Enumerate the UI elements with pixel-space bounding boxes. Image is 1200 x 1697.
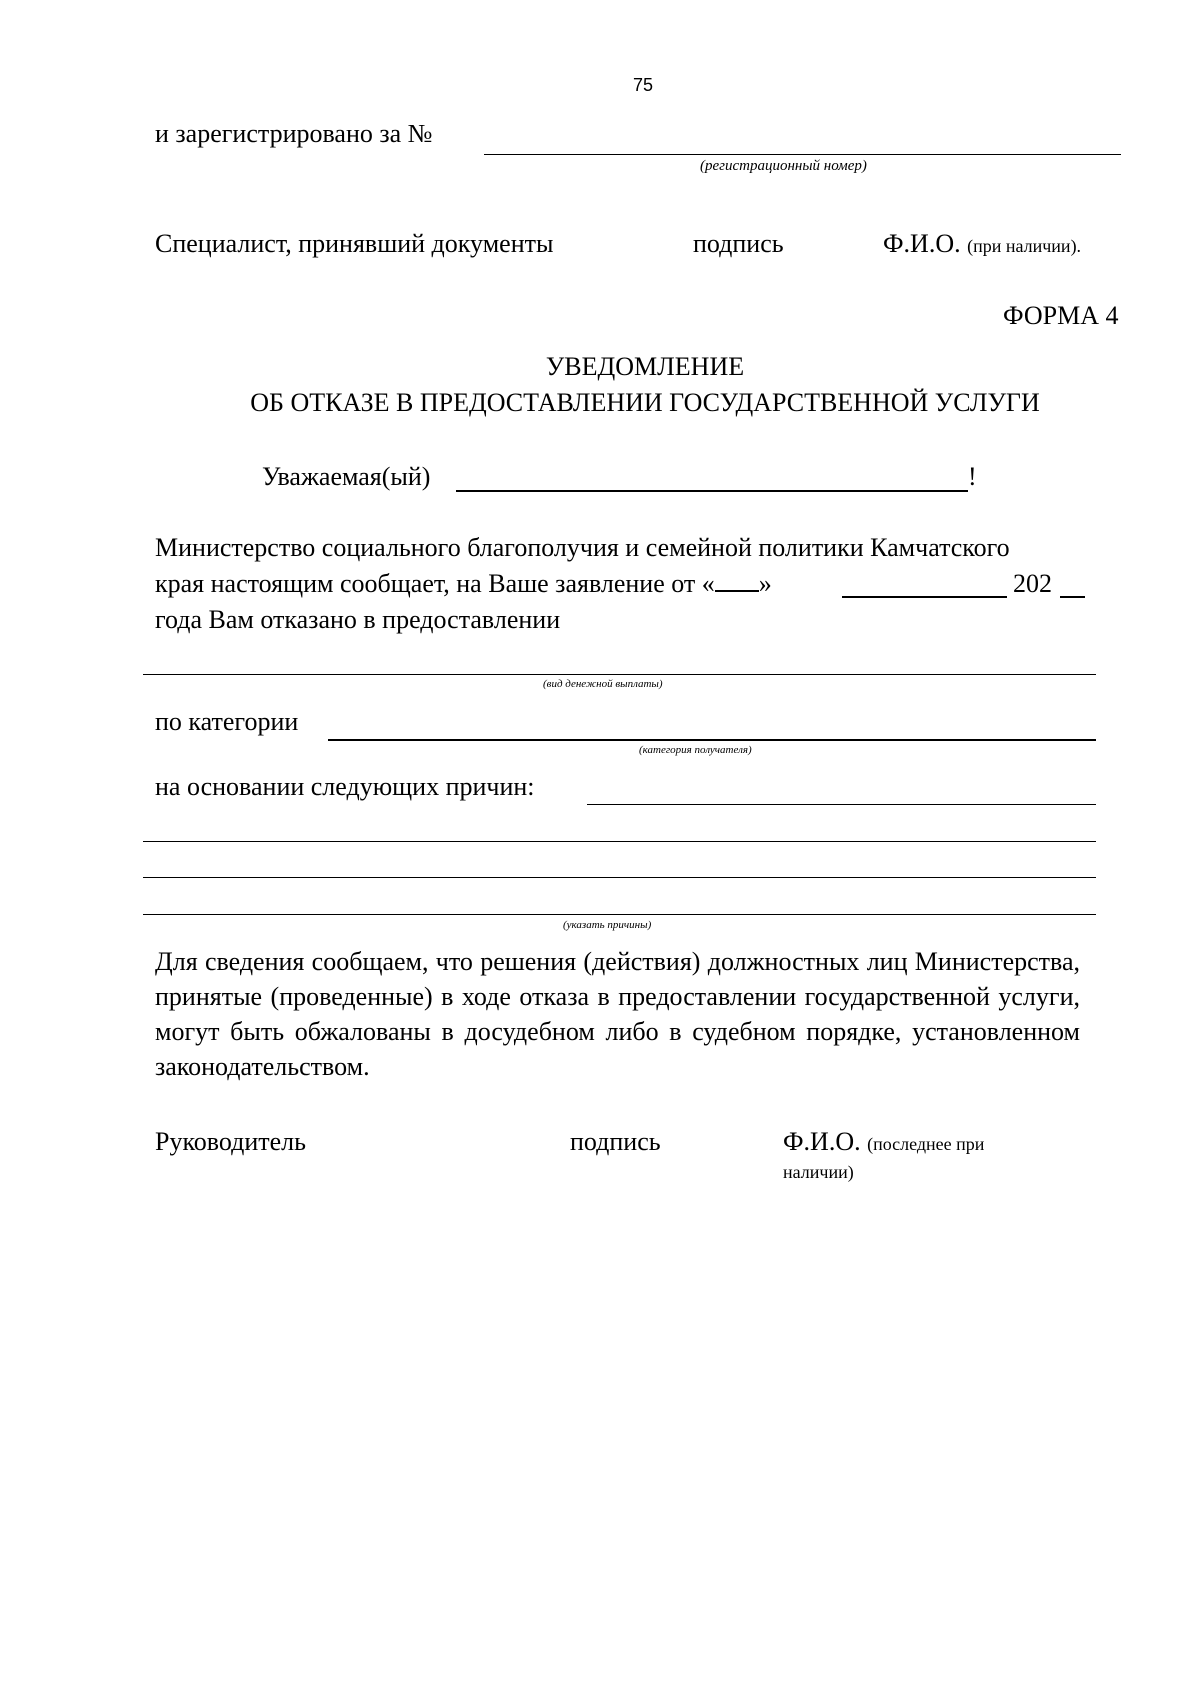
body-line-2-text: края настоящим сообщает, на Ваше заявление от «: [155, 569, 715, 598]
category-caption: (категория получателя): [639, 744, 752, 756]
page-number: 75: [633, 75, 654, 95]
reasons-caption: (указать причины): [563, 919, 652, 931]
specialist-fio-label: [883, 228, 1081, 262]
quote-close: »: [758, 569, 772, 598]
specialist-label: Специалист, принявший документы: [155, 229, 554, 258]
greeting-exclamation: !: [968, 462, 977, 491]
payment-type-caption: (вид денежной выплаты): [543, 678, 663, 690]
document-title: УВЕДОМЛЕНИЕ: [545, 352, 745, 381]
category-label: по категории: [155, 707, 299, 736]
fio-note: (при наличии).: [967, 236, 1082, 256]
head-fio-label: [783, 1126, 984, 1160]
registration-caption: (регистрационный номер): [700, 158, 867, 174]
head-fio-note-2: наличии): [783, 1162, 854, 1182]
head-label: Руководитель: [155, 1127, 306, 1156]
head-fio-note-1: (последнее при: [867, 1134, 985, 1154]
document-subtitle: ОБ ОТКАЗЕ В ПРЕДОСТАВЛЕНИИ ГОСУДАРСТВЕННОЙ УСЛУГИ: [250, 388, 1040, 417]
form-number: ФОРМА 4: [1003, 301, 1119, 330]
reasons-line-4[interactable]: [143, 914, 1096, 915]
category-line[interactable]: [328, 739, 1096, 741]
registration-label: и зарегистрировано за №: [155, 119, 433, 148]
fio-text: Ф.И.О.: [883, 229, 961, 258]
appeal-paragraph: Для сведения сообщаем, что решения (действия) должностных лиц Министерства, принятые (проведенные) в ходе отказа в предоставлении государственной услуги, могут быть обжалованы в досудебном либо в судебном порядке, установленном законодательством.: [155, 947, 1080, 1081]
year-prefix: 202: [1013, 569, 1052, 598]
reasons-line-2[interactable]: [143, 841, 1096, 842]
payment-type-line[interactable]: [143, 674, 1096, 675]
addressee-name-line[interactable]: [456, 490, 968, 492]
specialist-signature-label: подпись: [693, 229, 784, 258]
application-month-blank[interactable]: [842, 596, 1007, 598]
registration-number-line[interactable]: [484, 154, 1121, 155]
body-line-2: [155, 568, 772, 600]
reasons-label: на основании следующих причин:: [155, 772, 535, 801]
body-line-3: года Вам отказано в предоставлении: [155, 605, 561, 634]
application-day-blank[interactable]: [715, 568, 759, 592]
application-year-blank[interactable]: [1060, 596, 1085, 598]
greeting-label: Уважаемая(ый): [262, 462, 431, 491]
head-signature-label: подпись: [570, 1127, 661, 1156]
reasons-line-3[interactable]: [143, 877, 1096, 878]
head-fio-text: Ф.И.О.: [783, 1127, 861, 1156]
body-line-1: Министерство социального благополучия и семейной политики Камчатского: [155, 533, 1010, 562]
reasons-line-1[interactable]: [587, 804, 1096, 805]
